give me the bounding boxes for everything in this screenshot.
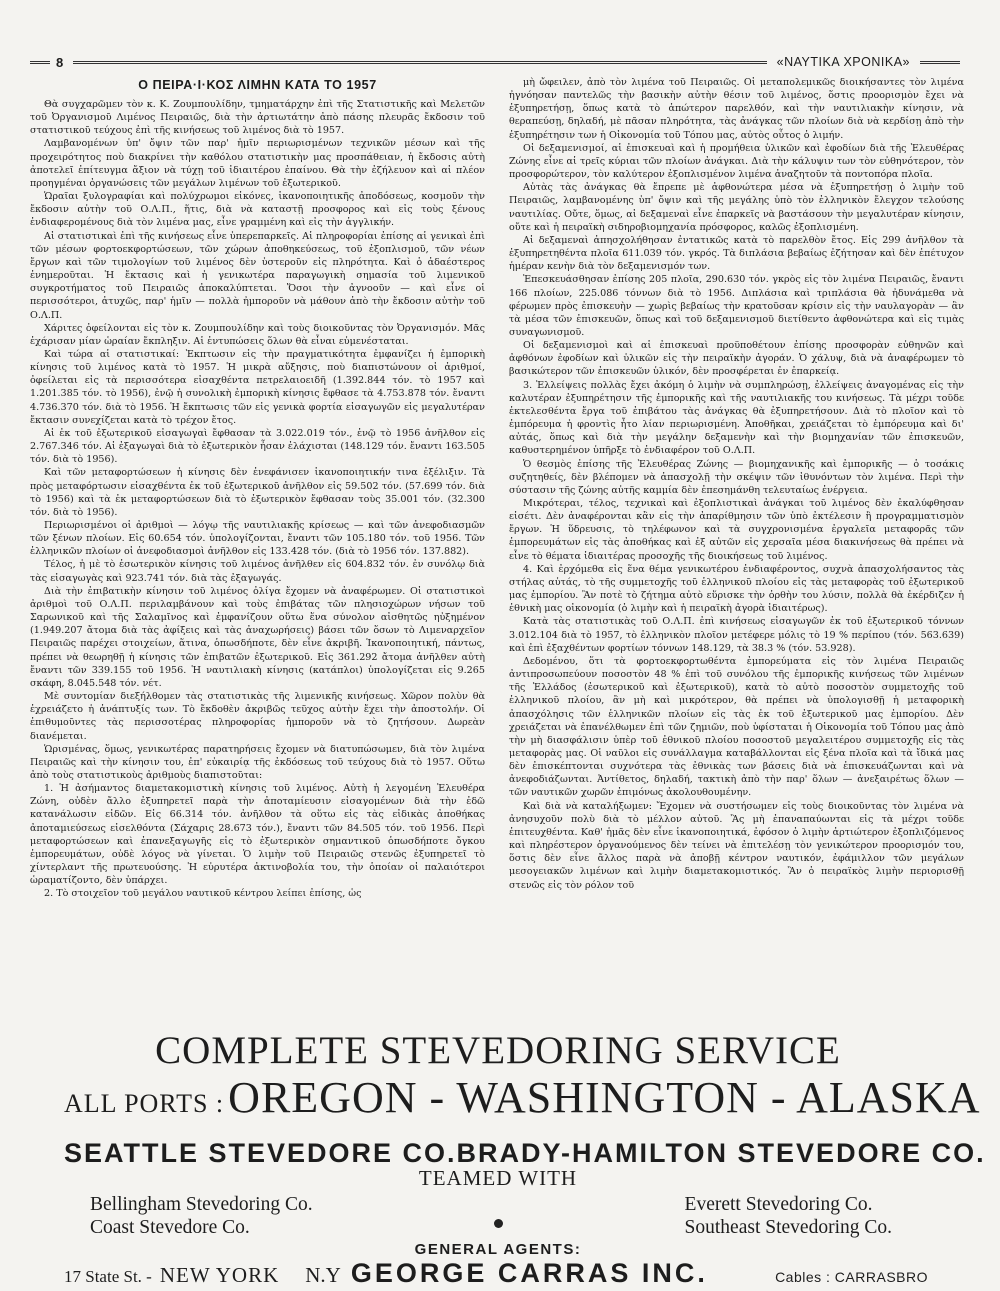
article-paragraph: Λαμβανομένων ὑπ' ὄψιν τῶν παρ' ἡμῖν περιωρισμένων τεχνικῶν μέσων καὶ τῆς προχειρότητος ποὺ διακρίνει τὴν καθόλου στατιστικὴν μας προσπάθειαν, ἡ ἔκδοσις αὐτὴ ἀποτελεῖ ἐπίτευγμα ἄξιον νὰ τύχῃ τοῦ ἰδιαιτέρου ἐπαίνου. Θὰ τὴν ἐζήλευον καὶ αἱ πλέον προηγμέναι ὀργανώσεις τῶν μεγάλων λιμένων τοῦ ἐξωτερικοῦ. bbox=[30, 138, 485, 189]
ad-headline: COMPLETE STEVEDORING SERVICE bbox=[155, 1029, 841, 1072]
article-paragraph: Ὡραῖαι ξυλογραφίαι καὶ πολύχρωμοι εἰκόνες, ἱκανοποιητικῆς ἀποδόσεως, κοσμοῦν τὴν ἔκδοσιν αὐτὴν τοῦ Ο.Λ.Π., ἥτις, διὰ νὰ καταστῇ προσφορος καὶ εἰς τοὺς ξένους ἐνδιαφερομένους διὰ τὸν λιμένα μας, εἶνε γραμμένη καὶ εἰς τὴν ἀγγλικήν. bbox=[30, 191, 485, 229]
article-paragraph: Αἱ δεξαμεναὶ ἀπησχολήθησαν ἐντατικῶς κατὰ τὸ παρελθὸν ἔτος. Εἰς 299 ἀνῆλθον τὰ ἐξυπηρετηθέντα πλοῖα 611.039 τόν. γκρός. Τὰ διπλάσια βεβαίως ἐζήτησαν καὶ δὲν ἐπέτυχον ἡμέραν κενὴν διὰ τὸν δεξαμενισμόν των. bbox=[509, 234, 964, 273]
article-paragraph: 1. Ἡ ἀσήμαντος διαμετακομιστικὴ κίνησις τοῦ λιμένος. Αὐτὴ ἡ λεγομένη Ἐλευθέρα Ζώνη, οὐδὲν ἄλλο ἐξυπηρετεῖ παρὰ τὴν ἀποταμίευσιν εἰσαγομένων διὰ τὴν ἐδῶ κατανάλωσιν εἰδῶν. Εἰς 66.314 τόν. ἀνῆλθον τὰ οὕτω εἰς τὰς εἰδικὰς ἀποθήκας ἀποταμιεύσεως εἰσελθόντα (Σάχαρις 28.673 τόν.), ἔναντι τῶν 84.505 τόν. τοῦ 1956. Περὶ μεταφορτώσεων καὶ ἐπανεξαγωγῆς εἰς τὸ ἐξωτερικὸν σημαντικοῦ ὁπωσδήποτε ὄγκου ἐμπορευμάτων, οὐδὲ λόγος νὰ γίνεται. Ὁ λιμὴν τοῦ Πειραιῶς στενῶς ἐξυπηρετεῖ τὸ χίντερλαντ τῆς πρωτευούσης. Ἡ εὐρυτέρα ἀκτινοβολία του, τὴν ὁποίαν οἱ παλαιότεροι ὡραματίζοντο, δὲν ὑπάρχει. bbox=[30, 783, 485, 887]
ad-general-agents-label: GENERAL AGENTS: bbox=[414, 1241, 582, 1258]
article-paragraph: 4. Καὶ ἐρχόμεθα εἰς ἕνα θέμα γενικωτέρου ἐνδιαφέροντος, συχνὰ ἀπασχολήσαντος τὰς στήλας αὐτάς, τὸ τῆς συμμετοχῆς τοῦ ἑλληνικοῦ πλοίου εἰς τὰς μεταφορὰς τοῦ ἐξωτερικοῦ μας ἐμπορίου. Ἂν ποτὲ τὸ ζήτημα αὐτὸ εὕρισκε τὴν ὀρθὴν του λύσιν, πολλὰ θὰ ἐκέρδιζεν ἡ ἐθνικὴ μας οἰκονομία (ὁ λιμὴν καὶ ἡ πειραϊκὴ ἀγορὰ ἰδιαιτέρως). bbox=[509, 563, 964, 615]
article-paragraph: Καὶ διὰ νὰ καταλήξωμεν: Ἔχομεν νὰ συστήσωμεν εἰς τοὺς διοικοῦντας τὸν λιμένα νὰ ἀνησυχοῦν πολὺ διὰ τὸ μέλλον αὐτοῦ. Ἂς μὴ ἐπαναπαύωνται εἰς τὰ μέχρι τοῦδε ἐπιτευχθέντα. Καθ' ἡμᾶς δὲν εἶνε ἱκανοποιητικά, ἐφόσον ὁ λιμὴν ἀρτιώτερον ἐξοπλιζόμενος καὶ πληρέστερον ὀργανούμενος δὲν τείνει νὰ ἐπιτελέσῃ τὸν γενικώτερον προορισμόν του, ὅστις δὲν εἶνε ἄλλος παρὰ νὰ ἀποβῇ κέντρον ναυτικόν, ἐφάμιλλον τῶν μεγάλων μεσογειακῶν λιμένων καὶ λιμὴν διαμετακομιστικός. Ἂν ὁ πειραϊκὸς λιμὴν περιορισθῇ στενῶς εἰς τὸν ρόλον τοῦ bbox=[509, 800, 964, 891]
article-paragraph: 3. Ἐλλείψεις πολλὰς ἔχει ἀκόμη ὁ λιμὴν νὰ συμπληρώσῃ, ἐλλείψεις ἀναγομένας εἰς τὴν καλυτέραν ἐξυπηρέτησιν τῆς ἐμπορικῆς καὶ τῆς ναυτιλιακῆς του κινήσεως. Τὰ μέχρι τοῦδε ἐκτελεσθέντα ἔργα τοῦ ἐπιβάτου τὰς ἀνάγκας θὰ ἐξυπηρετήσουν. Διὰ τὸ πλοῖον καὶ τὸ ἐμπόρευμα ἡ φροντὶς ἦτο λίαν περιωρισμένη. Ἀποθῆκαι, χρειάζεται τὸ ἐμπόρευμα καὶ δι' αὐτάς, ὅπως καὶ διὰ τὴν μεγάλην δεξαμενὴν καὶ τὴν βιομηχανίαν τῶν ἐπισκευῶν, καθυστερημένον ὑπῆρξε τὸ ἐνδιαφέρον τοῦ Ο.Λ.Π. bbox=[509, 379, 964, 457]
ad-partner: Coast Stevedore Co. bbox=[90, 1217, 250, 1238]
ad-partners-right bbox=[685, 1193, 932, 1239]
article-paragraph: Αἱ ἐκ τοῦ ἐξωτερικοῦ εἰσαγωγαὶ ἔφθασαν τὰ 3.022.019 τόν., ἐνῷ τὸ 1956 ἀνῆλθον εἰς 2.767.346 τόν. Αἱ ἐξαγωγαὶ διὰ τὸ ἐξωτερικὸν ἦσαν ἐλάχισται (148.129 τόν. ἔναντι 163.505 τόν. διὰ τὸ 1956). bbox=[30, 427, 485, 466]
ad-agent-name: GEORGE CARRAS INC. bbox=[350, 1258, 708, 1288]
article-paragraph: Μὲ συντομίαν διεξήλθομεν τὰς στατιστικὰς τῆς λιμενικῆς κινήσεως. Χῶρον πολὺν θὰ ἐχρειάζετο ἡ ἀνάπτυξίς των. Τὸ ἔκδοθὲν ἀκριβῶς τεῦχος αὐτὴν ἔχει τὴν ἀποστολήν. Οἱ ἐπιθυμοῦντες τὰς περισσοτέρας πληροφορίας ἠμποροῦν νὰ τὸ ζητήσουν. Δωρεὰν διανέμεται. bbox=[30, 691, 485, 742]
article-paragraph: Τέλος, ἡ μὲ τὸ ἐσωτερικὸν κίνησις τοῦ λιμένος ἀνῆλθεν εἰς 604.832 τόν. ἐν συνόλῳ διὰ τὰς εἰσαγωγὰς καὶ 923.741 τόν. διὰ τὰς ἐξαγωγάς. bbox=[30, 559, 485, 584]
ad-company-seattle: SEATTLE STEVEDORE CO. bbox=[64, 1138, 457, 1168]
article-paragraph: μὴ ὤφειλεν, ἀπὸ τὸν λιμένα τοῦ Πειραιῶς. Οἱ μεταπολεμικῶς διοικήσαντες τὸν λιμένα ἠγνόησαν παντελῶς τὴν βασικὴν αὐτὴν θέσιν τοῦ λιμένος, ὅστις προορισμὸν ἔχει νὰ ἐξυπηρετήσῃ, ὅπως κατὰ τὸ ἀπώτερον παρελθόν, καὶ τὴν ναυτιλιακὴν κίνησιν, νὰ θεραπεύσῃ, δηλαδή, μὲ πᾶσαν πληρότητα, τὰς ἀνάγκας τῶν πλοίων διὰ νὰ κερδίσῃ ἀπὸ τὴν ἐξυπηρέτησιν των ἡ Οἰκονομία τοῦ Τόπου μας, αὐτὸς οὗτος ὁ λιμήν. bbox=[509, 77, 964, 141]
ad-partner: Bellingham Stevedoring Co. bbox=[90, 1194, 313, 1215]
page-header bbox=[30, 52, 960, 72]
header-rule-right bbox=[920, 61, 960, 64]
article-paragraph: Ὡρισμένας, ὅμως, γενικωτέρας παρατηρήσεις ἔχομεν νὰ διατυπώσωμεν, διὰ τὸν λιμένα Πειραιῶς καὶ τὴν κίνησιν του, ἐπ' εὐκαιρίᾳ τῆς ἐκδόσεως τοῦ τεύχους διὰ τὸ 1957. Οὕτω ἀπὸ τοὺς στατιστικοὺς ἀριθμοὺς διαπιστοῦται: bbox=[30, 743, 485, 781]
article-paragraph: Αὐτὰς τὰς ἀνάγκας θὰ ἔπρεπε μὲ ἀφθονώτερα μέσα νὰ ἐξυπηρετήσῃ ὁ λιμὴν τοῦ Πειραιῶς, λαμβανομένης ὑπ' ὄψιν καὶ τῆς μεγάλης ὑπὸ τὸν ἑλληνικὸν ἔλεγχον τελούσης ναυτιλίας. Οὔτε, ὅμως, αἱ δεξαμεναὶ εἶνε ἐπαρκεῖς νὰ βαστάσουν τὴν μεγαλυτέραν κίνησιν, οὔτε καὶ ἡ πειραϊκὴ σιδηροβιομηχανία πρόσφορος, καλῶς ἐξοπλισμένη. bbox=[509, 182, 964, 233]
ad-cables: Cables : CARRASBRO bbox=[775, 1269, 928, 1285]
header-rule-middle bbox=[73, 61, 766, 64]
article-paragraph: Καὶ τώρα αἱ στατιστικαί: Ἐκπτωσιν εἰς τὴν πραγματικότητα ἐμφανίζει ἡ ἐμπορικὴ κίνησις τοῦ λιμένος κατὰ τὸ 1957. Ἡ μικρὰ αὔξησις, ποὺ διαπιστώνουν οἱ ἀριθμοί, ὀφείλεται εἰς τὰ περισσότερα εἰσαχθέντα πετρελαιοειδῆ (1.392.844 τόν. τὸ 1957 καὶ 1.201.385 τόν. τὸ 1956), ἐνῷ ἡ συνολικὴ ἐμπορικὴ κίνησις ἔφθασε τὰ 4.753.878 τόν. ἔναντι 4.736.370 τόν. διὰ τὸ 1956. Ἡ ἔκπτωσις τῶν εἰς γενικὰ φορτία εἰσαγωγῶν εἰς μεγαλυτέραν ἔκτασιν συνεχίζεται κατὰ τὸ τρέχον ἔτος. bbox=[30, 348, 485, 426]
article-paragraph: Διὰ τὴν ἐπιβατικὴν κίνησιν τοῦ λιμένος ὀλίγα ἔχομεν νὰ ἀναφέρωμεν. Οἱ στατιστικοὶ ἀριθμοὶ τοῦ Ο.Λ.Π. περιλαμβάνουν καὶ τοὺς ἐπιβάτας τῶν πλησιοχώρων νήσων τοῦ Σαρωνικοῦ καὶ τῆς Σαλαμῖνος καὶ ἐμφανίζουν οὕτω ἕνα σύνολον αἰσθητῶς ηὐξημένον (1.949.207 ἄτομα διὰ τὰς ἀφίξεις καὶ τὰς ἀναχωρήσεις) βάσει τῶν ὅσων τὸ Λιμεναρχεῖον Πειραιῶς παρέχει στοιχείων, ἅτινα, ὁπωσδήποτε, δὲν εἶνε ἀκριβῆ. Ἱκανοποιητική, πάντως, πρέπει νὰ θεωρηθῇ ἡ κίνησις τῶν ἐπιβατῶν ἐξωτερικοῦ. Εἰς 361.292 ἄτομα ἀνῆλθεν αὐτὴ ἔναντι τῶν 339.155 τοῦ 1956. Ἡ ναυτιλιακὴ κίνησις (κατάπλοι) ὑπολογίζεται εἰς 9.265 σκάφη, 8.045.548 τόν. νέτ. bbox=[30, 585, 485, 689]
ad-partners bbox=[64, 1193, 932, 1239]
ad-teamed-with: TEAMED WITH bbox=[418, 1166, 578, 1190]
article-body bbox=[30, 76, 964, 1018]
article-paragraph: Θὰ συγχαρῶμεν τὸν κ. Κ. Ζουμπουλίδην, τμηματάρχην ἐπὶ τῆς Στατιστικῆς καὶ Μελετῶν τοῦ Ὀργανισμοῦ Λιμένος Πειραιῶς, διὰ τὴν ἀρτιωτάτην ἀπὸ πάσης πλευρᾶς ἔκδοσιν τοῦ στατιστικοῦ τεύχους ἐπὶ τῆς κινήσεως τοῦ λιμένος διὰ τὸ 1957. bbox=[30, 99, 485, 137]
article-title: Ο ΠΕΙΡΑ·Ι·ΚΟΣ ΛΙΜΗΝ ΚΑΤΑ ΤΟ 1957 bbox=[138, 78, 377, 92]
ad-companies bbox=[64, 1138, 986, 1169]
ad-partner: Southeast Stevedoring Co. bbox=[684, 1217, 892, 1238]
article-paragraph: Ὁ θεσμὸς ἐπίσης τῆς Ἐλευθέρας Ζώνης — βιομηχανικῆς καὶ ἐμπορικῆς — ὁ τοσάκις συζητηθείς, δὲν βλέπομεν νὰ ἀπασχολῇ τὴν σκέψιν τῶν ἰθυνόντων τὸν λιμένα. Περὶ τὴν σύστασιν τῆς ζώνης αὐτῆς καμμία δὲν ἐπεσημάνθη τελευταίως ἐνέργεια. bbox=[509, 458, 964, 496]
article-paragraph: Περιωρισμένοι οἱ ἀριθμοὶ — λόγῳ τῆς ναυτιλιακῆς κρίσεως — καὶ τῶν ἀνεφοδιασμῶν τῶν ξένων πλοίων. Εἰς 60.654 τόν. ὑπολογίζονται, ἔναντι τῶν 105.180 τόν. τοῦ 1956. Τῶν ἑλληνικῶν πλοίων οἱ ἀνεφοδιασμοὶ ἀνῆλθον εἰς 133.428 τόν. (διὰ τὸ 1956 τόν. 137.882). bbox=[30, 520, 485, 558]
ad-ports-label: ALL PORTS : bbox=[64, 1089, 225, 1118]
article-paragraph: Χάριτες ὀφείλονται εἰς τὸν κ. Ζουμπουλίδην καὶ τοὺς διοικοῦντας τὸν Ὀργανισμόν. Μᾶς ἐχάρισαν μίαν ὡραίαν ἔκπληξιν. Αἱ ἐντυπώσεις ὅλων θὰ εἶναι εὐμενέσταται. bbox=[30, 322, 485, 347]
article-paragraph: Αἱ στατιστικαὶ ἐπὶ τῆς κινήσεως εἶνε ὑπερεπαρκεῖς. Αἱ πληροφορίαι ἐπίσης αἱ γενικαὶ ἐπὶ τῶν μέσων φορτοεκφορτώσεων, τῶν χώρων ἀποθηκεύσεως, τοῦ ἐξοπλισμοῦ, τῶν νέων ἔργων καὶ τῶν τιμολογίων τοῦ λιμένος δὲν ὑστεροῦν εἰς πληρότητα. Καὶ ὁ ἀδαέστερος ἐνημεροῦται. Ἡ ἔκτασις καὶ ἡ γενικωτέρα παραγωγικὴ σημασία τοῦ λιμενικοῦ συγκροτήματος τοῦ Πειραιῶς ἀποκαλύπτεται. Ὅσοι τὴν ἀγνοοῦν — καὶ εἶνε οἱ περισσότεροι, ἀτυχῶς, παρ' ἡμῖν — πολλὰ ἠμποροῦν νὰ μάθουν ἀπὸ τὴν ἔκδοσιν αὐτὴν τοῦ Ο.Λ.Π. bbox=[30, 230, 485, 321]
article-paragraph: Μικρότεραι, τέλος, τεχνικαὶ καὶ ἐξοπλιστικαὶ ἀνάγκαι τοῦ λιμένος δὲν ἐκαλύφθησαν εἰσέτι. Δὲν ἀναφέρονται κἂν εἰς τὴν ἀπαρίθμησιν τῶν ὑπὸ ἐκτέλεσιν ἢ προγραμματισμὸν ἔργων. Ἡ ὕδρευσις, τὸ τηλέφωνον καὶ τὰ συγχρονισμένα ἐργαλεῖα μεταφορᾶς τῶν ἐμπορευμάτων εἰς τὰς ἀποθήκας καὶ ἐξ αὐτῶν εἰς χερσαῖα μέσα διακινήσεως θὰ πρέπει νὰ εἶνε τὸ θέματα ἰδιαιτέρας προσοχῆς τῆς διοικήσεως τοῦ λιμένος. bbox=[509, 498, 964, 562]
ad-city: NEW YORK bbox=[159, 1263, 280, 1287]
ad-agent-line bbox=[64, 1258, 932, 1289]
stevedoring-advertisement bbox=[64, 1029, 986, 1288]
ad-ports-line bbox=[64, 1073, 981, 1132]
article-paragraph: 2. Τὸ στοιχεῖον τοῦ μεγάλου ναυτικοῦ κέντρου λείπει ἐπίσης, ὡς bbox=[44, 888, 362, 900]
magazine-name: «ΝΑΥΤΙΚΑ ΧΡΟΝΙΚΑ» bbox=[776, 55, 910, 69]
bullet-dot-icon bbox=[494, 1219, 503, 1228]
ad-ports-list: OREGON - WASHINGTON - ALASKA bbox=[228, 1073, 981, 1122]
article-paragraph: Οἱ δεξαμενισμοί, αἱ ἐπισκευαὶ καὶ ἡ προμήθεια ὑλικῶν καὶ ἐφοδίων διὰ τῆς Ἐλευθέρας Ζώνης εἶνε αἱ τρεῖς κύριαι τῶν πλοίων ἀνάγκαι. Διὰ τὴν κάλυψιν των τὸν εὐθηνότερον, τὸν προσφορώτερον, τὸν καλύτερον ἐξοπλισμένον λιμένα ἀναζητοῦν τὰ ποντοπόρα πλοῖα. bbox=[509, 142, 964, 181]
article-paragraph: Κατὰ τὰς στατιστικὰς τοῦ Ο.Λ.Π. ἐπὶ κινήσεως εἰσαγωγῶν ἐκ τοῦ ἐξωτερικοῦ τόννων 3.012.104 διὰ τὸ 1957, τὸ ἑλληνικὸν πλοῖον μετέφερε μόλις τὸ 19 % περίπου (τόν. 563.639) καὶ ἐπὶ ἐξαχθέντων φορτίων τόννων 148.129, τὰ 38.3 % (τόν. 53.928). bbox=[509, 616, 964, 654]
article-paragraph: Καὶ τῶν μεταφορτώσεων ἡ κίνησις δὲν ἐνεφάνισεν ἱκανοποιητικήν τινα ἐξέλιξιν. Τὰ πρὸς μεταφόρτωσιν εἰσαχθέντα ἐκ τοῦ ἐξωτερικοῦ ἀνῆλθον εἰς 59.502 τόν. (57.699 τόν. διὰ τὸ 1956) καὶ τὰ ἐκ μεταφορτώσεων διὰ τὸ ἐξωτερικὸν ἔφθασαν τοὺς 35.001 τόν. (32.300 τόν. διὰ τὸ 1956). bbox=[30, 467, 485, 518]
article-column-left bbox=[30, 76, 485, 1018]
ad-partner: Everett Stevedoring Co. bbox=[684, 1194, 873, 1215]
ad-state: N.Y bbox=[305, 1263, 341, 1287]
article-paragraph: Ἐπεσκευάσθησαν ἐπίσης 205 πλοῖα, 290.630 τόν. γκρὸς εἰς τὸν λιμένα Πειραιῶς, ἔναντι 166 πλοίων, 225.086 τόννων διὰ τὸ 1956. Διπλάσια καὶ τριπλάσια θὰ ἠδυνάμεθα νὰ φέρωμεν πρὸς ἐπισκευὴν — χωρὶς βεβαίως τὴν κρατοῦσαν κρίσιν εἰς τὴν ναυλαγορὰν — ἂν τὰ μέσα τῶν ἐπισκευῶν, ὅπως καὶ τοῦ δεξαμενισμοῦ διετίθεντο ἀφθονώτερα καὶ εἰς τιμὰς συναγωνισμοῦ. bbox=[509, 274, 964, 338]
ad-partners-left bbox=[64, 1193, 313, 1239]
ad-company-brady-hamilton: BRADY-HAMILTON STEVEDORE CO. bbox=[456, 1138, 986, 1168]
article-column-right bbox=[509, 76, 964, 1018]
ad-address: 17 State St. - bbox=[64, 1267, 152, 1286]
header-rule-left bbox=[30, 61, 50, 64]
page-number: 8 bbox=[56, 54, 64, 70]
article-paragraph: Οἱ δεξαμενισμοὶ καὶ αἱ ἐπισκευαὶ προϋποθέτουν ἐπίσης προσφορὰν εὐθηνῶν καὶ ἀφθόνων ἐφοδίων καὶ ὑλικῶν εἰς τὴν πειραϊκὴν ἀγοράν. Ὁ χάλυψ, διὰ νὰ ἀναφέρωμεν τὸ βασικώτερον τῶν ἐπισκευῶν ὑλικόν, δὲν προσφέρεται ἐν ἐπαρκείᾳ. bbox=[509, 340, 964, 378]
article-paragraph: Δεδομένου, ὅτι τὰ φορτοεκφορτωθέντα ἐμπορεύματα εἰς τὸν λιμένα Πειραιῶς ἀντιπροσωπεύουν ποσοστὸν 48 % ἐπὶ τοῦ συνόλου τῆς ἐμπορικῆς κινήσεως τῶν λιμένων τῆς Ἑλλάδος (ἐσωτερικοῦ καὶ ἐξωτερικοῦ), κατὰ τὸ αὐτὸ ποσοστὸν συμμετοχῆς τοῦ ἑλληνικοῦ πλοίου, ἂν μὴ καὶ μικρότερον, θὰ πρέπει νὰ ὑπολογισθῇ ἡ μεταφορικὴ ἀπασχόλησις τῶν ἑλληνικῶν πλοίων εἰς τὰς ἐκ τοῦ ἐξωτερικοῦ μας ἐμπορίου. Δὲν χρειάζεται νὰ ἐπανέλθωμεν ἐπὶ τῶν ζημιῶν, ποὺ ὑφίσταται ἡ Οἰκονομία τοῦ Τόπου μας ἀπὸ τὴν μὴ διασφάλισιν ὑπὲρ τοῦ ἐθνικοῦ πλοίου ποσοστοῦ μεγαλειτέρου συμμετοχῆς εἰς τὰς μεταφορὰς μας. Οἱ ναῦλοι εἰς συνάλλαγμα καταβάλλονται εἰς ξένα πλοῖα καὶ τὰ ἴδικά μας δὲν ἐπισκέπτονται συχνότερα τὰς ἐθνικὰς των βάσεις διὰ νὰ ἐπισκευάζωνται καὶ νὰ ἀνεφοδιάζωνται. Ἀντίθετος, δηλαδή, τακτικὴ ἀπὸ τὴν παρ' ὅλων — ἀνεξαιρέτως ὅλων — τῶν ναυτικῶν χωρῶν ἐπιμόνως ἀκολουθουμένην. bbox=[509, 655, 964, 799]
